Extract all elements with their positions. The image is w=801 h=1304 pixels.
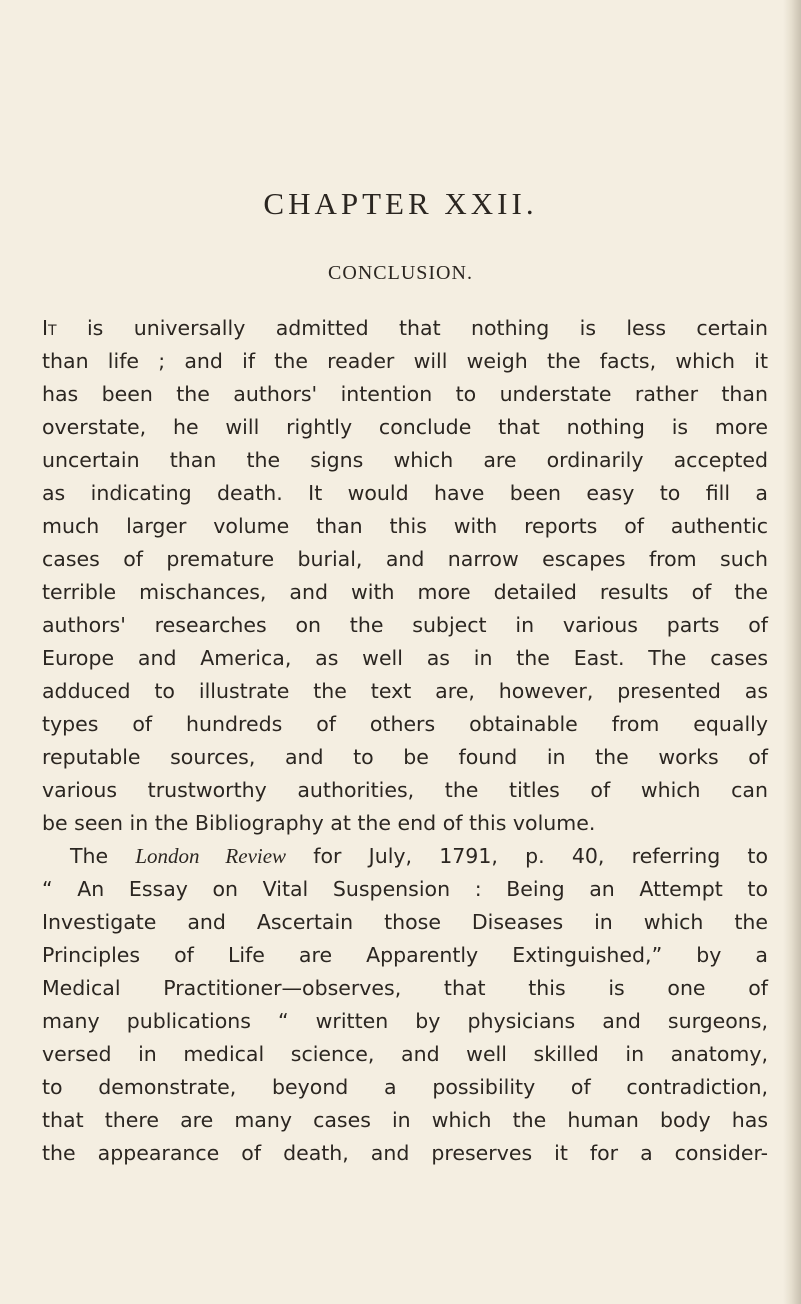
text-line (42, 312, 768, 345)
body-text (42, 312, 768, 1170)
text-line: cases of premature burial, and narrow escapes from such (42, 547, 768, 571)
text-line: to demonstrate, beyond a possibility of contradiction, (42, 1075, 768, 1099)
text-span: The (70, 844, 136, 868)
text-line: various trustworthy authorities, the titles of which can (42, 778, 768, 802)
text-line: uncertain than the signs which are ordinarily accepted (42, 448, 768, 472)
chapter-heading: CHAPTER XXII. (263, 186, 538, 221)
text-line: versed in medical science, and well skilled in anatomy, (42, 1042, 768, 1066)
text-line: “ An Essay on Vital Suspension : Being an Attempt to (42, 877, 768, 901)
text-line: types of hundreds of others obtainable from equally (42, 712, 768, 736)
text-line: Europe and America, as well as in the East. The cases (42, 646, 768, 670)
text-line: than life ; and if the reader will weigh the facts, which it (42, 349, 768, 373)
text-line: the appearance of death, and preserves it for a consider- (42, 1141, 768, 1165)
text-line: as indicating death. It would have been easy to fill a (42, 481, 768, 505)
text-line: authors' researches on the subject in various parts of (42, 613, 768, 637)
text-span: for July, 1791, p. 40, referring to (286, 844, 769, 868)
text-line: overstate, he will rightly conclude that nothing is more (42, 415, 768, 439)
text-line: much larger volume than this with reports of authentic (42, 514, 768, 538)
text-line: be seen in the Bibliography at the end of this volume. (42, 811, 596, 835)
text-line: has been the authors' intention to understate rather than (42, 382, 768, 406)
chapter-subtitle: CONCLUSION. (328, 262, 473, 284)
text-line: adduced to illustrate the text are, however, presented as (42, 679, 768, 703)
text-line (42, 840, 768, 873)
text-line: terrible mischances, and with more detailed results of the (42, 580, 768, 604)
italic-title: London Review (135, 844, 287, 868)
text-line: Investigate and Ascertain those Diseases in which the (42, 910, 768, 934)
text-line: reputable sources, and to be found in the works of (42, 745, 768, 769)
text-span: is universally admitted that nothing is less certain (56, 316, 768, 340)
opening-word: It (42, 316, 57, 340)
text-line: Principles of Life are Apparently Extinguished,” by a (42, 943, 768, 967)
text-line: Medical Practitioner—observes, that this is one of (42, 976, 768, 1000)
text-line: many publications “ written by physicians and surgeons, (42, 1009, 768, 1033)
text-line: that there are many cases in which the human body has (42, 1108, 768, 1132)
